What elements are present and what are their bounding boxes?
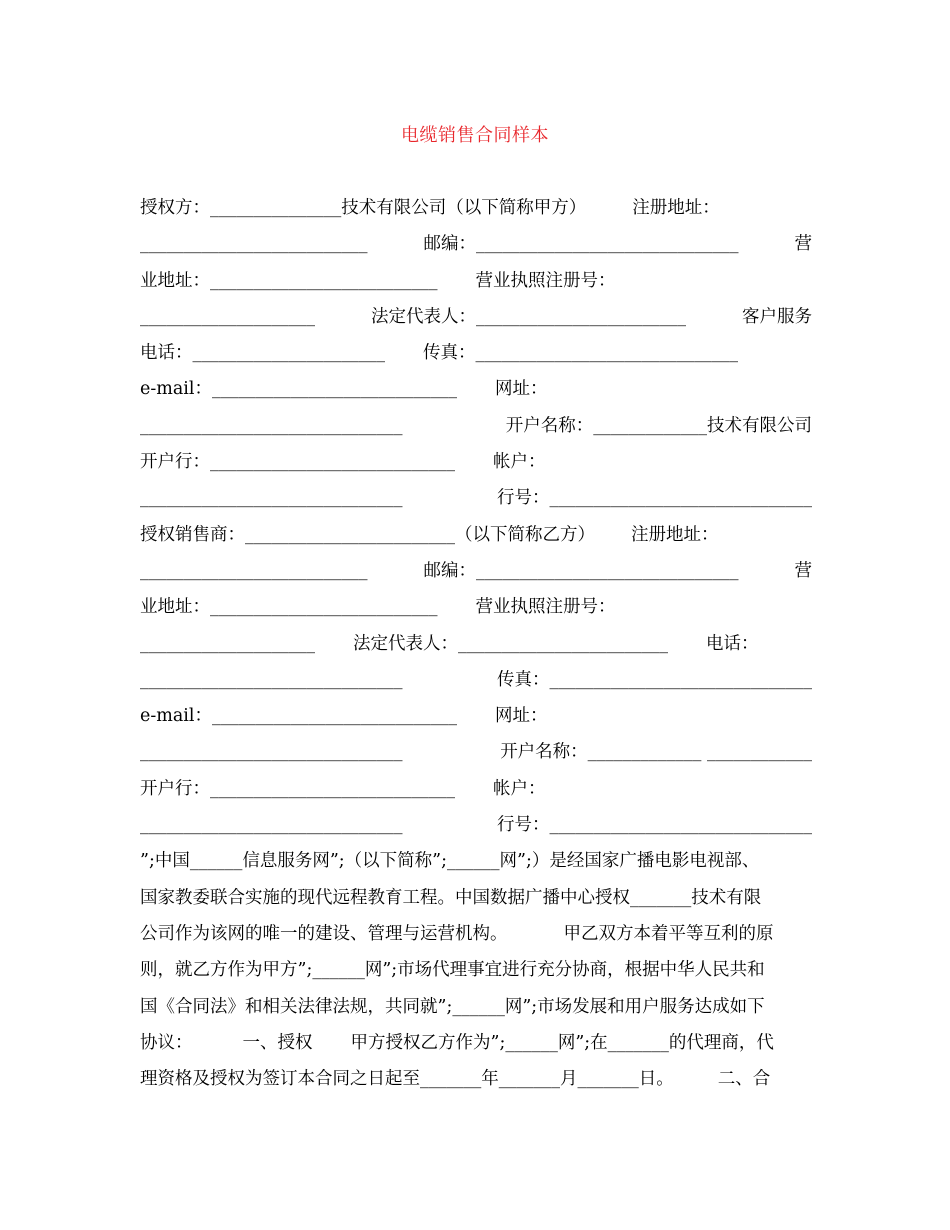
text-segment: 法定代表人：________________________ xyxy=(371,306,686,327)
text-segment: 营 xyxy=(794,560,812,581)
contract-body xyxy=(140,190,812,1097)
text-segment: 帐户： xyxy=(493,778,546,799)
text-segment: 国家教委联合实施的现代远程教育工程。中国数据广播中心授权_______技术有限 xyxy=(140,887,762,908)
text-segment: 网址： xyxy=(495,706,548,727)
text-segment: ______________________________ xyxy=(140,742,403,763)
text-segment: 授权销售商：________________________（以下简称乙方） xyxy=(140,524,595,545)
text-line xyxy=(140,1061,812,1097)
text-segment: 电话：______________________ xyxy=(140,343,385,364)
text-line xyxy=(140,190,812,226)
text-segment: ____________________ xyxy=(140,633,315,654)
text-segment: ______________________________ xyxy=(140,488,403,509)
text-segment: 业地址：__________________________ xyxy=(140,270,438,291)
text-line xyxy=(140,226,812,262)
text-segment: 注册地址： xyxy=(631,524,719,545)
text-segment: 营业执照注册号： xyxy=(475,270,616,291)
text-segment: 客户服务 xyxy=(742,306,812,327)
text-segment: 注册地址： xyxy=(632,198,720,218)
text-segment: 营业执照注册号： xyxy=(475,597,616,618)
text-segment: 传真：______________________________ xyxy=(497,669,812,690)
text-line xyxy=(140,771,812,807)
text-segment: 行号：______________________________ xyxy=(497,488,812,509)
text-segment: e-mail：____________________________ xyxy=(140,706,457,727)
text-segment: __________________________ xyxy=(140,234,368,255)
text-segment: 开户行：____________________________ xyxy=(140,778,455,799)
text-segment: 传真：______________________________ xyxy=(423,343,738,364)
document-title: 电缆销售合同样本 xyxy=(401,125,549,146)
text-segment: 一、授权 xyxy=(242,1032,313,1053)
text-segment: ”;中国______信息服务网”;（以下简称”;______网”;）是经国家广播电影电视部、 xyxy=(140,851,760,872)
text-line xyxy=(140,589,812,625)
text-segment: ______________________________ xyxy=(140,415,403,436)
text-segment: 电话： xyxy=(706,633,759,654)
text-segment: 营 xyxy=(794,234,812,255)
text-segment: 开户行：____________________________ xyxy=(140,452,455,473)
text-line xyxy=(140,517,812,553)
text-segment: 协议： xyxy=(140,1032,193,1053)
text-segment: 甲乙双方本着平等互利的原 xyxy=(563,923,774,944)
text-segment: ____________________ xyxy=(140,306,315,327)
text-line xyxy=(140,626,812,662)
text-line xyxy=(140,1025,812,1061)
text-segment: 法定代表人：________________________ xyxy=(353,633,668,654)
text-segment: 行号：______________________________ xyxy=(497,815,812,836)
text-segment: ______________________________ xyxy=(140,815,403,836)
text-segment: 邮编：______________________________ xyxy=(423,234,739,255)
text-line xyxy=(140,553,812,589)
text-segment: 开户名称：_____________技术有限公司 xyxy=(505,415,812,436)
text-line xyxy=(140,880,812,916)
text-segment: ______________________________ xyxy=(140,669,403,690)
text-segment: 邮编：______________________________ xyxy=(423,560,739,581)
text-segment: 业地址：__________________________ xyxy=(140,597,438,618)
text-line xyxy=(140,371,812,407)
text-segment: 则，就乙方作为甲方”;______网”;市场代理事宜进行充分协商，根据中华人民共和 xyxy=(140,960,765,981)
text-segment: 公司作为该网的唯一的建设、管理与运营机构。 xyxy=(140,923,508,944)
text-segment: 甲方授权乙方作为”;______网”;在_______的代理商，代 xyxy=(350,1032,774,1053)
text-line xyxy=(140,335,812,371)
text-line xyxy=(140,952,812,988)
text-segment: 网址： xyxy=(495,379,548,400)
text-line xyxy=(140,916,812,952)
text-segment: e-mail：____________________________ xyxy=(140,379,457,400)
text-line xyxy=(140,807,812,843)
text-segment: 授权方：_______________技术有限公司（以下简称甲方） xyxy=(140,198,587,218)
text-segment: 开户名称：_____________ ____________ xyxy=(500,742,812,763)
text-line xyxy=(140,989,812,1025)
text-line xyxy=(140,662,812,698)
text-line xyxy=(140,480,812,516)
text-line xyxy=(140,734,812,770)
text-line xyxy=(140,299,812,335)
text-line xyxy=(140,698,812,734)
text-segment: 理资格及授权为签订本合同之日起至_______年_______月_______日。 xyxy=(140,1069,674,1090)
text-line xyxy=(140,408,812,444)
text-line xyxy=(140,444,812,480)
text-line xyxy=(140,843,812,879)
text-segment: 二、合 xyxy=(717,1069,771,1090)
text-line xyxy=(140,263,812,299)
text-segment: __________________________ xyxy=(140,560,368,581)
text-segment: 帐户： xyxy=(493,452,546,473)
text-segment: 国《合同法》和相关法律法规，共同就”;______网”;市场发展和用户服务达成如下 xyxy=(140,996,765,1017)
